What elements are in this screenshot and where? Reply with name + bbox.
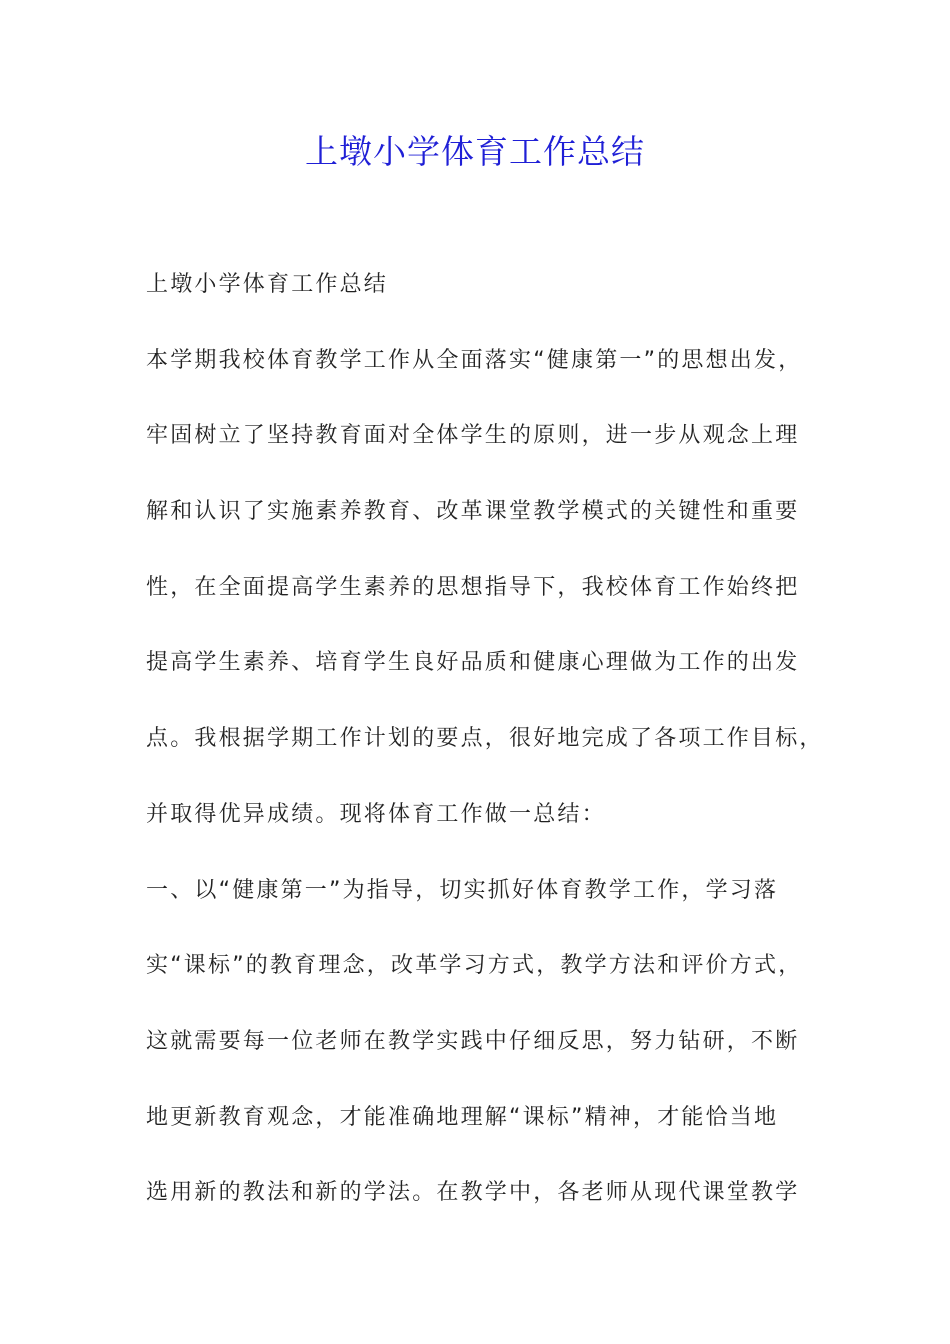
body-line: 实“课标”的教育理念，改革学习方式，教学方法和评价方式，: [146, 953, 803, 979]
body-line: 并取得优异成绩。现将体育工作做一总结：: [146, 801, 606, 827]
body-line: 这就需要每一位老师在教学实践中仔细反思，努力钻研，不断: [146, 1028, 800, 1054]
document-body: [146, 262, 826, 1246]
body-line: 解和认识了实施素养教育、改革课堂教学模式的关键性和重要: [146, 499, 800, 525]
body-line: 选用新的教法和新的学法。在教学中，各老师从现代课堂教学: [146, 1180, 800, 1206]
body-line: 本学期我校体育教学工作从全面落实“健康第一”的思想出发，: [146, 347, 803, 373]
body-line: 提高学生素养、培育学生良好品质和健康心理做为工作的出发: [146, 650, 800, 676]
body-line: 一、以“健康第一”为指导，切实抓好体育教学工作，学习落: [146, 877, 779, 903]
body-line: 点。我根据学期工作计划的要点，很好地完成了各项工作目标，: [146, 726, 824, 752]
body-line: 性，在全面提高学生素养的思想指导下，我校体育工作始终把: [146, 574, 800, 600]
body-line: 牢固树立了坚持教育面对全体学生的原则，进一步从观念上理: [146, 423, 800, 449]
body-line: 地更新教育观念，才能准确地理解“课标”精神，才能恰当地: [146, 1104, 779, 1130]
body-line-subtitle: 上墩小学体育工作总结: [146, 272, 389, 297]
document-title: 上墩小学体育工作总结: [305, 132, 645, 171]
